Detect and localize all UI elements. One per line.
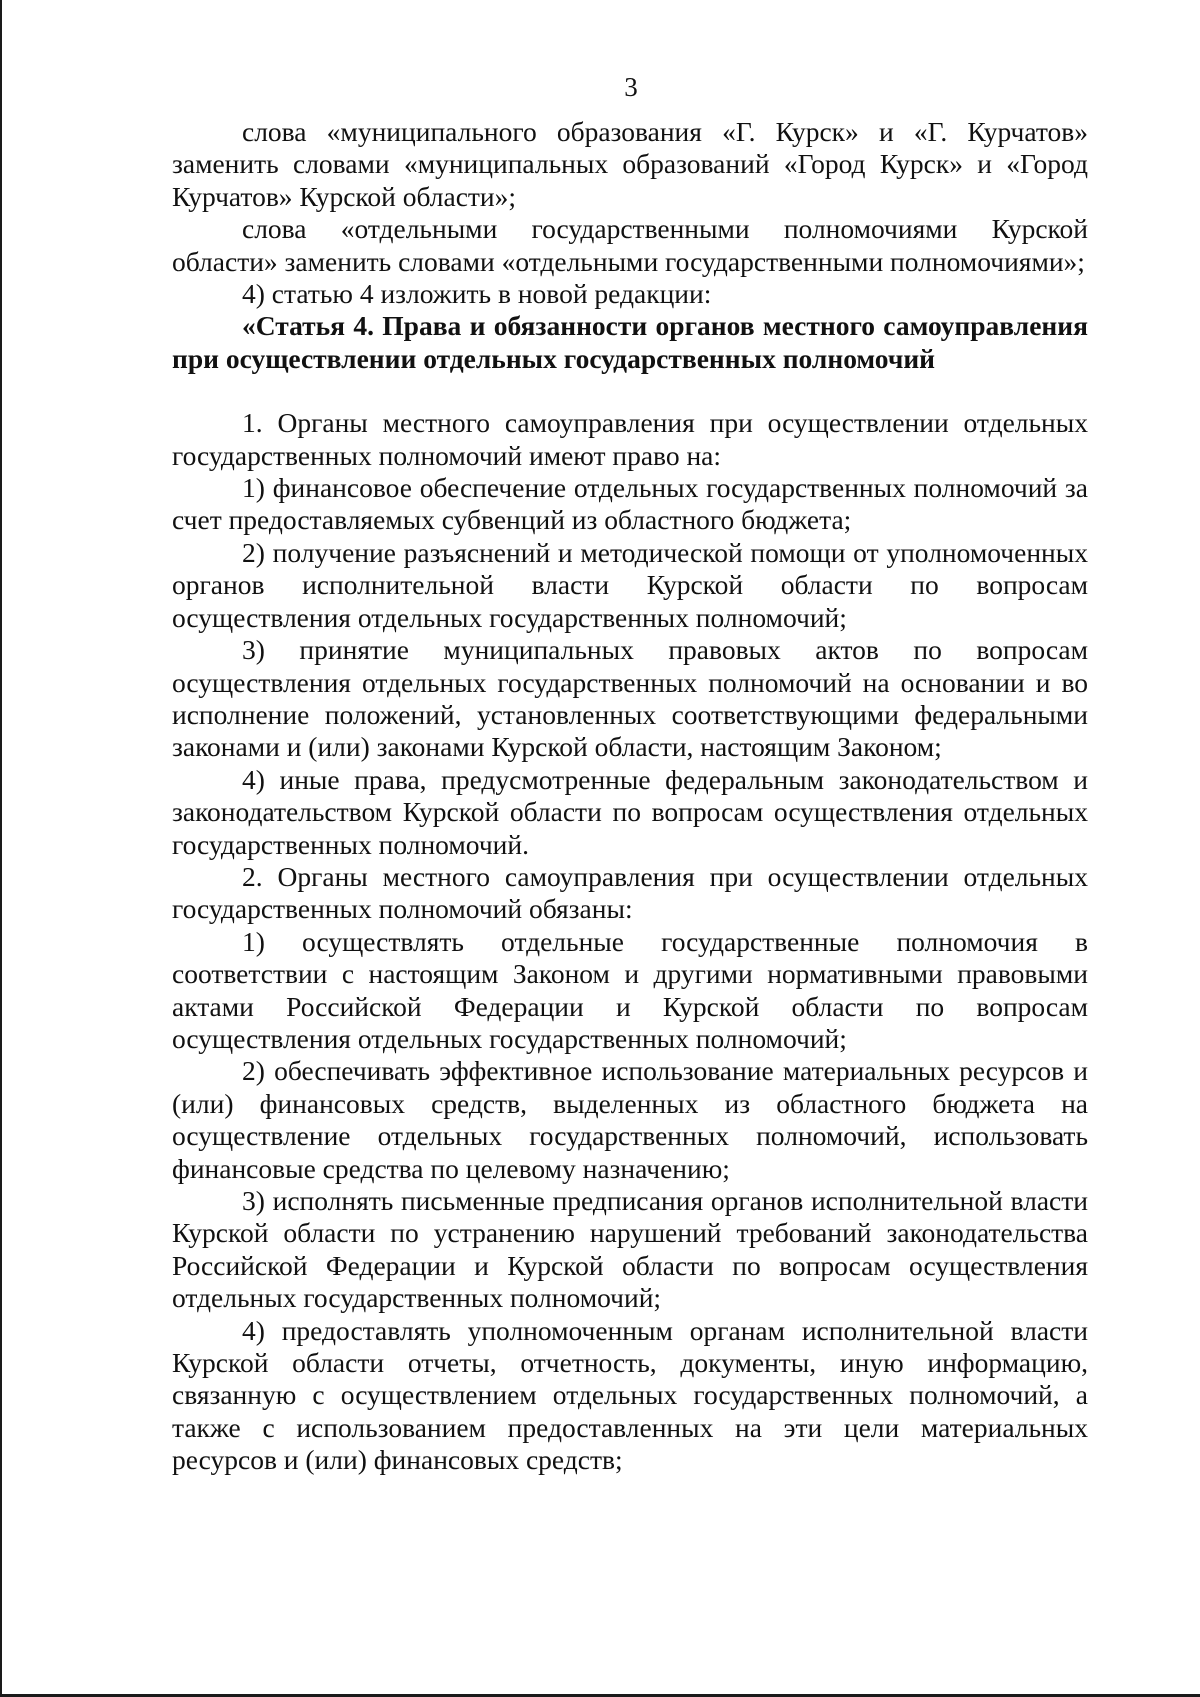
paragraph-article-4-new-edition: 4) статью 4 изложить в новой редакции:	[242, 278, 712, 310]
page-number: 3	[624, 72, 638, 102]
clause-2-item-2: 2) обеспечивать эффективное использование материальных ресурсов и (или) финансовых средств, выделенных из областного бюджета на осуществление отдельных государственных полномочий, использовать финансовые средства по целевому назначению;	[172, 1055, 1088, 1184]
document-body	[172, 116, 1088, 1477]
page-left-border	[0, 0, 2, 1697]
clause-1-item-3: 3) принятие муниципальных правовых актов по вопросам осуществления отдельных государственных полномочий на основании и во исполнение положений, установленных соответствующими федеральными законами и (или) законами Курской области, настоящим Законом;	[172, 634, 1088, 763]
clause-1-rights-intro: 1. Органы местного самоуправления при осуществлении отдельных государственных полномочий имеют право на:	[172, 407, 1088, 471]
article-4-heading: «Статья 4. Права и обязанности органов местного самоуправления при осуществлении отдельных государственных полномочий	[172, 310, 1088, 374]
paragraph-replace-municipality-names: слова «муниципального образования «Г. Курск» и «Г. Курчатов» заменить словами «муниципальных образований «Город Курск» и «Город Курчатов» Курской области»;	[172, 116, 1088, 212]
paragraph-replace-powers-wording: слова «отдельными государственными полномочиями Курской области» заменить словами «отдельными государственными полномочиями»;	[172, 213, 1088, 277]
clause-2-item-3: 3) исполнять письменные предписания органов исполнительной власти Курской области по устранению нарушений требований законодательства Российской Федерации и Курской области по вопросам осуществления отдельных государственных полномочий;	[172, 1185, 1088, 1314]
clause-2-item-4: 4) предоставлять уполномоченным органам исполнительной власти Курской области отчеты, отчетность, документы, иную информацию, связанную с осуществлением отдельных государственных полномочий, а также с использованием предоставленных на эти цели материальных ресурсов и (или) финансовых средств;	[172, 1314, 1088, 1476]
clause-1-item-1: 1) финансовое обеспечение отдельных государственных полномочий за счет предоставляемых субвенций из областного бюджета;	[172, 472, 1088, 536]
clause-2-duties-intro: 2. Органы местного самоуправления при осуществлении отдельных государственных полномочий обязаны:	[172, 860, 1088, 925]
clause-1-item-4: 4) иные права, предусмотренные федеральным законодательством и законодательством Курской области по вопросам осуществления отдельных государственных полномочий.	[172, 763, 1088, 860]
clause-2-item-1: 1) осуществлять отдельные государственные полномочия в соответствии с настоящим Законом и другими нормативными правовыми актами Российской Федерации и Курской области по вопросам осуществления отдельных государственных полномочий;	[172, 925, 1088, 1054]
clause-1-item-2: 2) получение разъяснений и методической помощи от уполномоченных органов исполнительной власти Курской области по вопросам осуществления отдельных государственных полномочий;	[172, 536, 1088, 633]
